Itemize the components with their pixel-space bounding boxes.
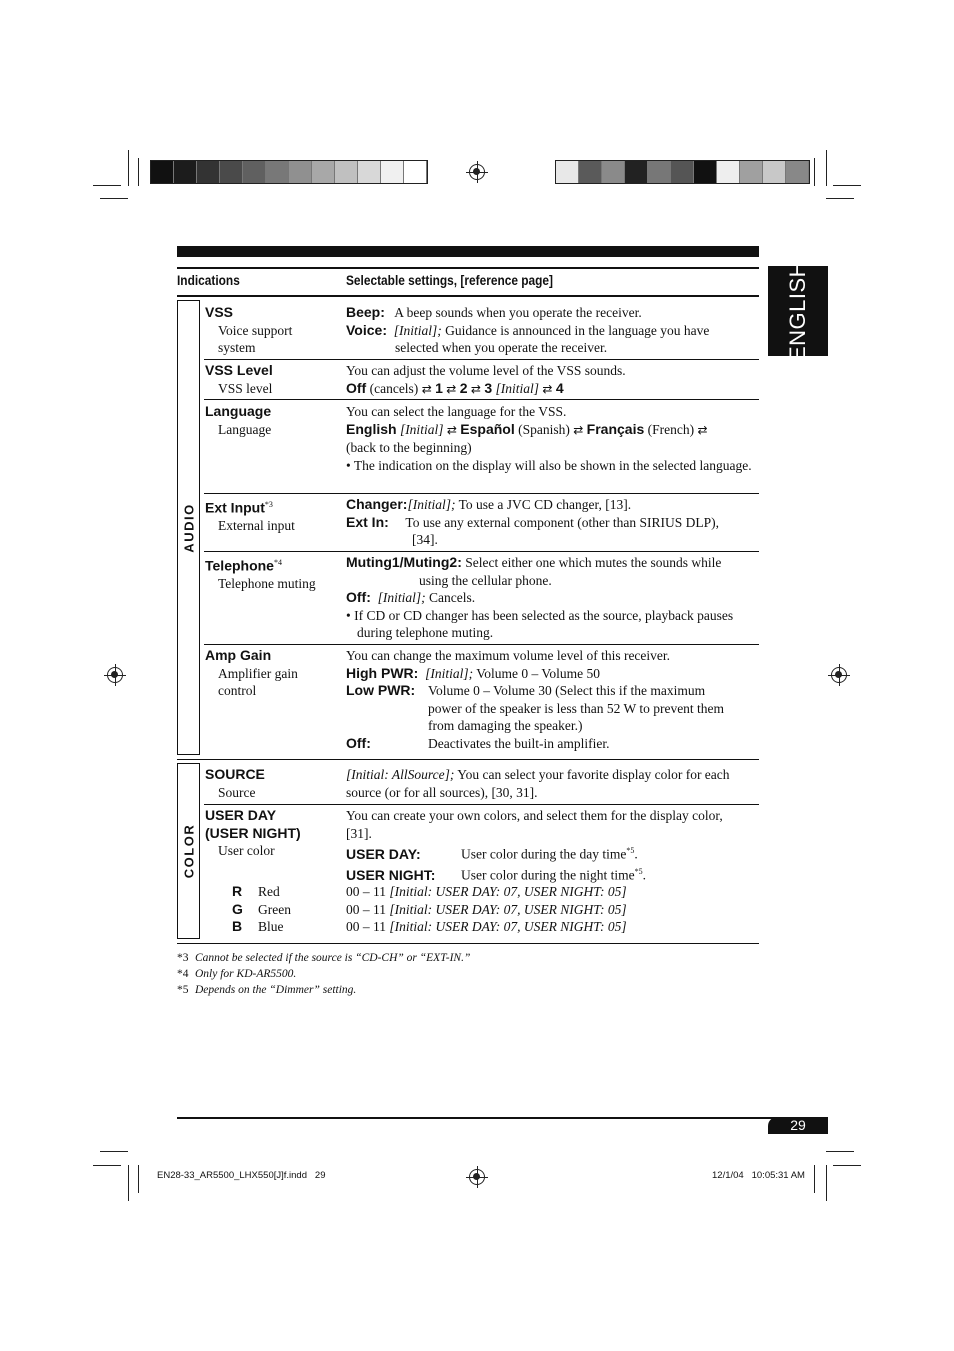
- crop-mark: [100, 1151, 128, 1152]
- row-divider: [204, 399, 759, 400]
- setting-text: (Spanish): [518, 421, 570, 437]
- color-swatch: [625, 161, 648, 183]
- color-calibration-bar-left: [150, 160, 428, 184]
- setting-text: Deactivates the built-in amplifier.: [428, 735, 610, 751]
- group-color: [177, 763, 200, 939]
- registration-mark-icon: [469, 164, 485, 180]
- indication-title: Amp Gain: [205, 647, 272, 663]
- setting-text: selected when you operate the receiver.: [395, 340, 608, 355]
- setting-key: Español: [460, 420, 515, 437]
- color-swatch: [220, 161, 243, 183]
- indication-telephone: [205, 554, 340, 593]
- cycle-arrow-icon: ⇄: [446, 381, 457, 396]
- setting-key: 4: [555, 379, 564, 396]
- indication-desc: Amplifier gain: [218, 665, 298, 681]
- row-divider: [204, 644, 759, 645]
- setting-key: 3: [484, 379, 493, 396]
- setting-initial: [Initial];: [425, 665, 474, 681]
- crop-mark: [826, 198, 854, 199]
- rgb-range: 00 – 11: [346, 919, 386, 934]
- settings-vss: [346, 304, 760, 357]
- settings-language: [346, 403, 760, 474]
- rgb-name: Red: [258, 884, 280, 899]
- crop-mark: [138, 158, 139, 186]
- setting-key: Muting1/Muting2:: [346, 554, 462, 570]
- top-rule: [177, 246, 759, 257]
- setting-text: You can adjust the volume level of the VSS sounds.: [346, 363, 626, 378]
- page-number: 29: [768, 1117, 828, 1134]
- indication-title: VSS Level: [205, 362, 273, 378]
- indication-user-color: [205, 807, 340, 860]
- indication-ext-input: [205, 496, 340, 535]
- crop-mark: [93, 1165, 121, 1166]
- cycle-arrow-icon: ⇄: [542, 381, 553, 396]
- indication-title: Telephone: [205, 557, 274, 574]
- setting-text: (back to the beginning): [346, 440, 472, 455]
- indication-amp-gain: [205, 647, 340, 700]
- indication-desc: control: [218, 683, 257, 698]
- setting-key: 2: [459, 379, 468, 396]
- setting-text: Guidance is announced in the language you have: [445, 322, 710, 338]
- color-swatch: [717, 161, 740, 183]
- indication-vss: [205, 304, 340, 357]
- setting-key: Beep:: [346, 304, 385, 320]
- setting-text: from damaging the speaker.): [428, 718, 583, 733]
- color-swatch: [243, 161, 266, 183]
- color-swatch: [763, 161, 786, 183]
- setting-initial: [Initial]: [399, 421, 444, 437]
- rgb-name: Blue: [258, 919, 284, 934]
- footnote-mark: *5: [634, 867, 643, 876]
- indication-desc: Source: [218, 784, 256, 800]
- crop-mark: [128, 150, 129, 186]
- print-slug-timestamp: 12/1/04 10:05:31 AM: [712, 1170, 805, 1181]
- indication-desc: system: [218, 340, 256, 355]
- indication-desc: User color: [218, 843, 275, 858]
- rgb-initial: [Initial: USER DAY: 07, USER NIGHT: 05]: [389, 919, 627, 934]
- color-swatch: [381, 161, 404, 183]
- setting-text: source (or for all sources), [30, 31].: [346, 784, 538, 800]
- indication-desc: External input: [218, 518, 295, 534]
- section-divider: [177, 759, 759, 760]
- setting-initial: [Initial: AllSource];: [346, 767, 455, 782]
- rgb-key: B: [232, 918, 243, 934]
- indication-source: [205, 766, 340, 801]
- indication-title: USER DAY: [205, 807, 277, 823]
- setting-text: You can select the language for the VSS.: [346, 404, 567, 419]
- crop-mark: [814, 1165, 815, 1193]
- setting-text: [34].: [412, 532, 438, 547]
- footnote: [177, 950, 470, 966]
- row-divider: [204, 359, 759, 360]
- print-slug-file: EN28-33_AR5500_LHX550[J]f.indd 29: [157, 1170, 326, 1181]
- footnote-mark: *3: [177, 952, 189, 964]
- setting-text: You can select your favorite display color for each: [457, 767, 730, 782]
- settings-telephone: [346, 554, 760, 642]
- cycle-arrow-icon: ⇄: [470, 381, 481, 396]
- indication-title: (USER NIGHT): [205, 824, 301, 841]
- rgb-ranges: [346, 883, 760, 936]
- crop-mark: [100, 198, 128, 199]
- footnote: [177, 966, 470, 982]
- language-tab: [768, 260, 828, 362]
- setting-key: USER DAY:: [346, 845, 421, 862]
- setting-text: Volume 0 – Volume 30 (Select this if the maximum: [428, 683, 706, 698]
- footnote-mark: *4: [177, 968, 189, 980]
- group-audio: [177, 300, 200, 755]
- language-tab-label: ENGLISH: [785, 260, 810, 362]
- registration-mark-icon: [107, 667, 123, 683]
- settings-amp-gain: [346, 647, 760, 752]
- rgb-initial: [Initial: USER DAY: 07, USER NIGHT: 05]: [389, 901, 627, 917]
- setting-text: User color during the night time: [461, 867, 635, 883]
- cycle-arrow-icon: ⇄: [697, 422, 708, 437]
- setting-text: To use a JVC CD changer, [13].: [458, 497, 632, 512]
- color-swatch: [197, 161, 220, 183]
- setting-text: You can create your own colors, and select them for the display color,: [346, 808, 723, 823]
- column-header-indications: Indications: [177, 272, 240, 288]
- indication-title: SOURCE: [205, 766, 265, 782]
- setting-text: (French): [647, 421, 695, 437]
- setting-initial: [Initial]: [495, 380, 540, 396]
- setting-key: 1: [435, 379, 443, 396]
- column-header-settings: Selectable settings, [reference page]: [346, 272, 554, 288]
- indication-language: [205, 403, 340, 438]
- cycle-arrow-icon: ⇄: [446, 422, 457, 437]
- color-swatch: [335, 161, 358, 183]
- color-swatch: [694, 161, 717, 183]
- indication-vss-level: [205, 362, 340, 397]
- color-swatch: [289, 161, 312, 183]
- rgb-range: 00 – 11: [346, 901, 386, 917]
- setting-key: Off:: [346, 589, 371, 605]
- header-top-line: [177, 267, 759, 269]
- row-divider: [204, 804, 759, 805]
- crop-mark: [138, 1165, 139, 1193]
- color-swatch: [151, 161, 174, 183]
- setting-key: Changer:: [346, 496, 408, 512]
- registration-mark-icon: [831, 667, 847, 683]
- crop-mark: [93, 185, 121, 186]
- setting-text: You can change the maximum volume level of this receiver.: [346, 648, 671, 663]
- color-swatch: [174, 161, 197, 183]
- registration-mark-icon: [469, 1169, 485, 1185]
- footnote-text: Only for KD-AR5500.: [195, 968, 297, 980]
- crop-mark: [826, 1151, 854, 1152]
- setting-key: High PWR:: [346, 664, 419, 681]
- setting-key: Low PWR:: [346, 682, 416, 698]
- settings-ext-input: [346, 496, 760, 549]
- crop-mark: [826, 1165, 827, 1201]
- setting-text: Select either one which mutes the sounds while: [465, 555, 722, 570]
- table-bottom-line: [177, 943, 759, 944]
- cycle-arrow-icon: ⇄: [573, 422, 584, 437]
- setting-note: • If CD or CD changer has been selected as the source, playback pauses during telephone muting.: [346, 607, 734, 640]
- bottom-rule: [177, 1117, 827, 1119]
- footnote-mark: *5: [626, 846, 635, 855]
- settings-user-color: You can create your own colors, and select them for the display color, [31]. USER DAY: User color during the day time$^{*5}$. USER NIGHT: User color during the night time$^{*5}$.: [346, 807, 760, 884]
- cycle-arrow-icon: ⇄: [421, 381, 432, 396]
- setting-text: To use any external component (other than SIRIUS DLP),: [405, 514, 720, 530]
- indication-title: VSS: [205, 304, 234, 320]
- header-bottom-line: [177, 295, 759, 297]
- setting-text: Cancels.: [429, 590, 476, 605]
- color-swatch: [556, 161, 579, 183]
- setting-text: (cancels): [369, 380, 419, 396]
- indication-title: Language: [205, 403, 272, 419]
- color-swatch: [312, 161, 335, 183]
- crop-mark: [128, 1165, 129, 1201]
- indication-title: Ext Input: [205, 499, 265, 516]
- setting-initial: [Initial];: [407, 497, 456, 512]
- crop-mark: [833, 1165, 861, 1166]
- setting-key: Ext In:: [346, 513, 389, 530]
- color-swatch: [602, 161, 625, 183]
- rgb-key: G: [232, 900, 243, 917]
- rgb-key: R: [232, 883, 243, 899]
- color-swatch: [740, 161, 763, 183]
- color-swatch: [786, 161, 809, 183]
- footnote: [177, 982, 470, 998]
- group-audio-label: AUDIO: [181, 502, 196, 553]
- setting-text: Volume 0 – Volume 50: [476, 665, 600, 681]
- color-swatch: [404, 161, 427, 183]
- footnotes: [177, 950, 470, 998]
- setting-text: User color during the day time: [461, 846, 627, 862]
- setting-key: USER NIGHT:: [346, 866, 436, 883]
- setting-key: Voice:: [346, 321, 387, 338]
- indication-desc: VSS level: [218, 380, 273, 396]
- indication-desc: Language: [218, 421, 272, 437]
- footnote-mark: *4: [273, 558, 282, 567]
- color-calibration-bar-right: [555, 160, 810, 184]
- color-swatch: [579, 161, 602, 183]
- group-color-label: COLOR: [181, 823, 196, 879]
- setting-key: Off: [346, 379, 367, 396]
- setting-text: using the cellular phone.: [419, 572, 552, 588]
- settings-source: [346, 766, 760, 801]
- rgb-name: Green: [258, 901, 291, 917]
- setting-text: [31].: [346, 825, 372, 841]
- setting-key: Français: [586, 420, 645, 437]
- setting-initial: [Initial];: [393, 322, 442, 338]
- color-swatch: [266, 161, 289, 183]
- row-divider: [204, 551, 759, 552]
- indication-desc: Telephone muting: [218, 576, 316, 592]
- color-swatch: [671, 161, 694, 183]
- rgb-initial: [Initial: USER DAY: 07, USER NIGHT: 05]: [389, 884, 627, 899]
- setting-text: A beep sounds when you operate the receiver.: [394, 305, 642, 320]
- setting-key: English: [346, 420, 397, 437]
- footnote-text: Cannot be selected if the source is “CD-CH” or “EXT-IN.”: [195, 952, 471, 964]
- crop-mark: [833, 185, 861, 186]
- settings-vss-level: [346, 362, 760, 398]
- rgb-range: 00 – 11: [346, 884, 386, 899]
- setting-key: Off:: [346, 734, 371, 751]
- crop-mark: [814, 158, 815, 186]
- footnote-text: Depends on the “Dimmer” setting.: [195, 984, 357, 996]
- setting-text: power of the speaker is less than 52 W to prevent them: [428, 700, 725, 716]
- setting-note: • The indication on the display will also be shown in the selected language.: [346, 457, 752, 473]
- indication-desc: Voice support: [218, 322, 293, 338]
- color-swatch: [358, 161, 381, 183]
- footnote-mark: *5: [177, 984, 189, 996]
- footnote-mark: *3: [264, 500, 273, 509]
- row-divider: [204, 493, 759, 494]
- crop-mark: [826, 150, 827, 186]
- setting-initial: [Initial];: [377, 590, 426, 605]
- color-swatch: [648, 161, 671, 183]
